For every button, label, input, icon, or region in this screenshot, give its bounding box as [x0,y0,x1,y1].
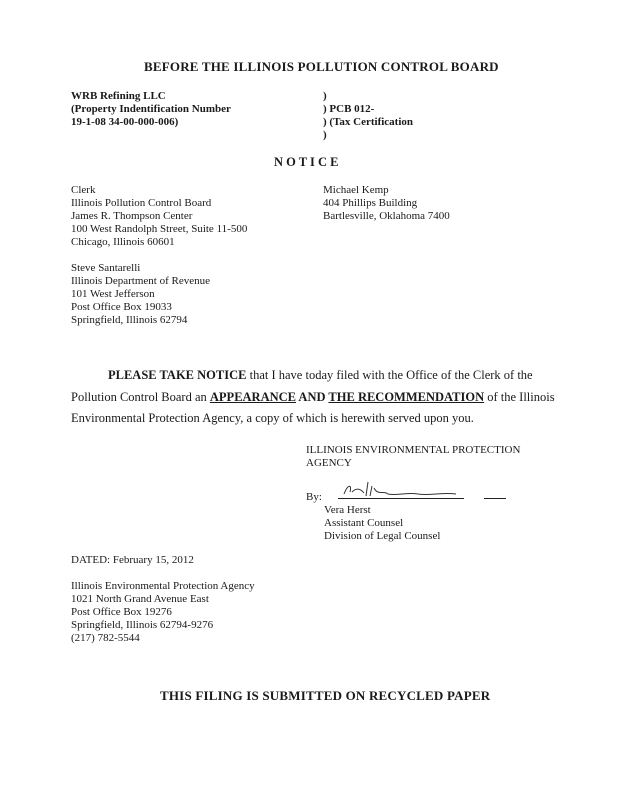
recipient-line: Illinois Pollution Control Board [71,197,212,209]
dated-line: DATED: February 15, 2012 [71,554,194,566]
agency-name: AGENCY [306,457,352,469]
address-line: Springfield, Illinois 62794-9276 [71,619,214,631]
notice-lead: PLEASE TAKE NOTICE [108,368,247,382]
by-label: By: [306,491,322,503]
recipient-line: Post Office Box 19033 [71,301,172,313]
notice-text: of the Illinois [484,390,555,404]
notice-body-line-3: Environmental Protection Agency, a copy of which is herewith served upon you. [71,411,474,425]
recipient-line: Clerk [71,184,96,196]
address-line: Illinois Environmental Protection Agency [71,580,255,592]
signer-name: Vera Herst [324,504,371,516]
and-term: AND [296,390,329,404]
notice-text: that I have today filed with the Office of the Clerk of the [246,368,533,382]
caption-case-number: ) PCB 012- [323,103,375,115]
caption-paren: ) [323,90,327,102]
agency-name: ILLINOIS ENVIRONMENTAL PROTECTION [306,444,521,456]
notice-heading: N O T I C E [274,155,339,169]
signer-title: Assistant Counsel [324,517,404,529]
caption-pin-label: (Property Indentification Number [71,103,231,115]
notice-body-line-1 [108,368,533,383]
recipient-line: Steve Santarelli [71,262,141,274]
address-line: Post Office Box 19276 [71,606,172,618]
recipient-line: Chicago, Illinois 60601 [71,236,175,248]
signature-line [338,498,464,499]
recipient-line: 404 Phillips Building [323,197,418,209]
document-title: BEFORE THE ILLINOIS POLLUTION CONTROL BOARD [144,59,499,74]
recycled-paper-footer: THIS FILING IS SUBMITTED ON RECYCLED PAPER [160,688,491,703]
caption-paren: ) [323,129,327,141]
address-line: (217) 782-5544 [71,632,140,644]
signer-division: Division of Legal Counsel [324,530,441,542]
recipient-line: Bartlesville, Oklahoma 7400 [323,210,450,222]
recipient-line: 101 West Jefferson [71,288,155,300]
caption-party: WRB Refining LLC [71,90,166,102]
caption-pin-number: 19-1-08 34-00-000-006) [71,116,179,128]
recipient-line: James R. Thompson Center [71,210,193,222]
notice-text: Pollution Control Board an [71,390,210,404]
signature-line [484,498,506,499]
recipient-line: 100 West Randolph Street, Suite 11-500 [71,223,248,235]
address-line: 1021 North Grand Avenue East [71,593,209,605]
caption-case-type: ) (Tax Certification [323,116,414,128]
recipient-line: Illinois Department of Revenue [71,275,210,287]
appearance-term: APPEARANCE [209,390,296,404]
notice-body-line-2 [71,390,555,405]
recipient-line: Springfield, Illinois 62794 [71,314,188,326]
recipient-line: Michael Kemp [323,184,389,196]
recommendation-term: THE RECOMMENDATION [328,390,485,404]
